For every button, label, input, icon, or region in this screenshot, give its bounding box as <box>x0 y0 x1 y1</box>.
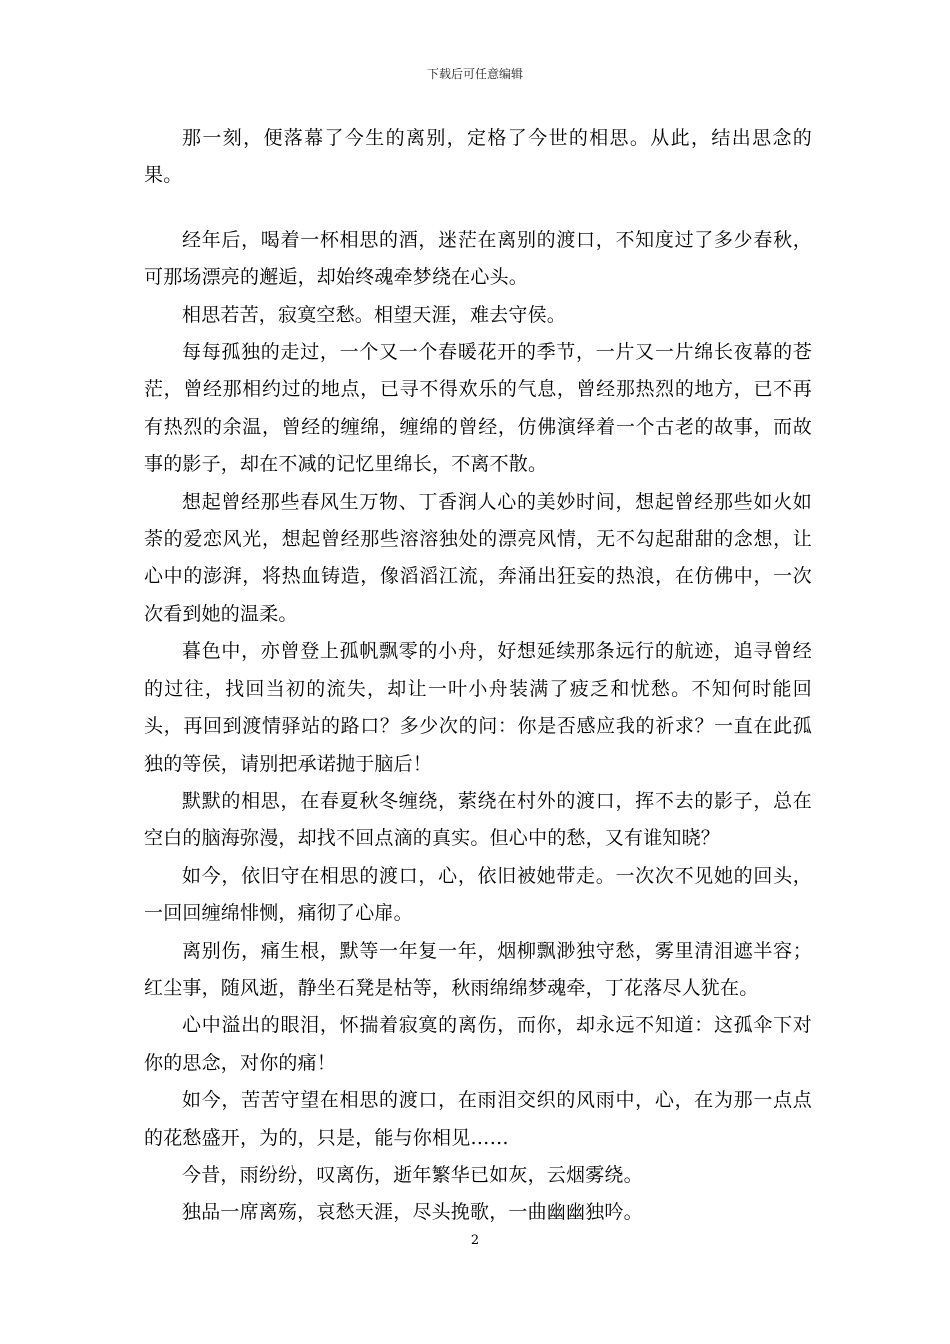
paragraph: 独品一席离殇，哀愁天涯，尽头挽歌，一曲幽幽独吟。 <box>182 1201 643 1224</box>
page-number: 2 <box>470 1233 480 1248</box>
paragraph: 如今，苦苦守望在相思的渡口，在雨泪交织的风雨中，心，在为那一点点的花愁盛开，为的，只是，能与你相见…… <box>144 1089 812 1149</box>
paragraph: 相思若苦，寂寞空愁。相望天涯，难去守侯。 <box>182 303 567 326</box>
paragraph: 默默的相思，在春夏秋冬缠绕，萦绕在村外的渡口，挥不去的影子，总在空白的脑海弥漫，却找不回点滴的真实。但心中的愁，又有谁知晓？ <box>144 789 812 850</box>
paragraph: 那一刻，便落幕了今生的离别，定格了今世的相思。从此，结出思念的果。 <box>144 127 812 187</box>
paragraph: 每每孤独的走过，一个又一个春暖花开的季节，一片又一片绵长夜幕的苍茫，曾经那相约过的地点，已寻不得欢乐的气息，曾经那热烈的地方，已不再有热烈的余温，曾经的缠绵，缠绵的曾经，仿佛演绎着一个古老的故事，而故事的影子，却在不减的记忆里绵长，不离不散。 <box>144 341 812 476</box>
paragraph: 离别伤，痛生根，默等一年复一年，烟柳飘渺独守愁，雾里清泪遮半容；红尘事，随风逝，静坐石凳是枯等，秋雨绵绵梦魂牵，丁花落尽人犹在。 <box>144 939 812 999</box>
paragraph: 想起曾经那些春风生万物、丁香润人心的美妙时间，想起曾经那些如火如荼的爱恋风光，想起曾经那些溶溶独处的漂亮风情，无不勾起甜甜的念想，让心中的澎湃，将热血铸造，像滔滔江流，奔涌出狂妄的热浪，在仿佛中，一次次看到她的温柔。 <box>144 490 812 625</box>
paragraph: 今昔，雨纷纷，叹离伤，逝年繁华已如灰，云烟雾绕。 <box>182 1163 643 1186</box>
paragraph: 心中溢出的眼泪，怀揣着寂寞的离伤，而你，却永远不知道：这孤伞下对你的思念，对你的痛！ <box>144 1014 812 1074</box>
page-header: 下载后可任意编辑 <box>426 67 523 81</box>
document-body <box>144 120 812 1232</box>
paragraph: 暮色中，亦曾登上孤帆飘零的小舟，好想延续那条远行的航迹，追寻曾经的过往，找回当初的流失，却让一叶小舟装满了疲乏和忧愁。不知何时能回头，再回到渡情驿站的路口？多少次的问：你是否感应我的祈求？一直在此孤独的等侯，请别把承诺抛于脑后！ <box>144 640 812 775</box>
paragraph: 如今，依旧守在相思的渡口，心，依旧被她带走。一次次不见她的回头，一回回缠绵悱恻，痛彻了心扉。 <box>144 864 812 925</box>
paragraph: 经年后，喝着一杯相思的酒，迷茫在离别的渡口，不知度过了多少春秋，可那场漂亮的邂逅，却始终魂牵梦绕在心头。 <box>144 228 812 289</box>
